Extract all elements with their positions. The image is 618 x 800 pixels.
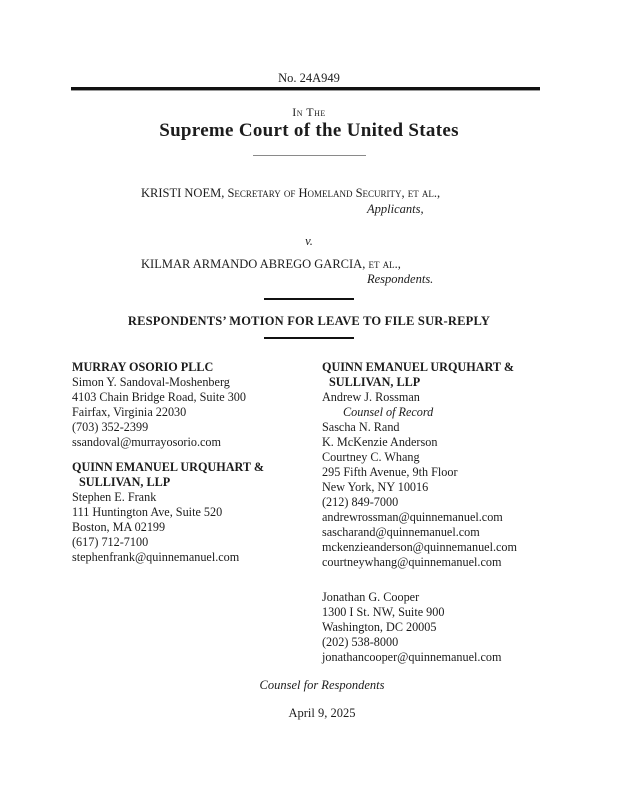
counsel-right-column bbox=[322, 360, 572, 665]
counsel-line: New York, NY 10016 bbox=[322, 480, 429, 494]
counsel-line: Boston, MA 02199 bbox=[72, 520, 166, 534]
title-rule-top bbox=[264, 298, 354, 300]
counsel-line: K. McKenzie Anderson bbox=[322, 435, 438, 449]
docket-number: No. 24A949 bbox=[278, 71, 340, 85]
counsel-line: stephenfrank@quinnemanuel.com bbox=[72, 550, 240, 564]
counsel-line: 295 Fifth Avenue, 9th Floor bbox=[322, 465, 458, 479]
respondent-suffix: et al., bbox=[365, 257, 401, 271]
title-rule-bottom bbox=[264, 337, 354, 339]
applicant-name: KRISTI NOEM, bbox=[141, 186, 225, 200]
counsel-line: Courtney C. Whang bbox=[322, 450, 420, 464]
motion-title: RESPONDENTS’ MOTION FOR LEAVE TO FILE SUR-REPLY bbox=[127, 314, 491, 328]
counsel-line: ssandoval@murrayosorio.com bbox=[72, 435, 221, 449]
counsel-line: Stephen E. Frank bbox=[72, 490, 157, 504]
counsel-line: QUINN EMANUEL URQUHART & bbox=[72, 460, 264, 474]
counsel-line: jonathancooper@quinnemanuel.com bbox=[322, 650, 502, 664]
counsel-line: (212) 849-7000 bbox=[322, 495, 399, 509]
counsel-line: sascharand@quinnemanuel.com bbox=[322, 525, 480, 539]
counsel-left-column bbox=[72, 360, 317, 565]
counsel-line: Washington, DC 20005 bbox=[322, 620, 437, 634]
header-rule bbox=[71, 87, 540, 91]
counsel-line: andrewrossman@quinnemanuel.com bbox=[322, 510, 503, 524]
applicant-designation: Applicants, bbox=[367, 202, 424, 216]
counsel-line: Simon Y. Sandoval-Moshenberg bbox=[72, 375, 230, 389]
counsel-line: (703) 352-2399 bbox=[72, 420, 149, 434]
counsel-line: 111 Huntington Ave, Suite 520 bbox=[72, 505, 223, 519]
filing-date: April 9, 2025 bbox=[288, 706, 356, 720]
counsel-line: Jonathan G. Cooper bbox=[322, 590, 420, 604]
counsel-line: SULLIVAN, LLP bbox=[79, 475, 171, 489]
respondent-name: KILMAR ARMANDO ABREGO GARCIA, bbox=[141, 257, 366, 271]
counsel-line: (617) 712-7100 bbox=[72, 535, 149, 549]
applicant-suffix: Secretary of Homeland Security, et al., bbox=[224, 186, 441, 200]
counsel-line: Counsel of Record bbox=[343, 405, 434, 419]
respondent-designation: Respondents. bbox=[367, 272, 434, 286]
court-name: Supreme Court of the United States bbox=[159, 120, 459, 141]
counsel-line: (202) 538-8000 bbox=[322, 635, 399, 649]
counsel-line: SULLIVAN, LLP bbox=[329, 375, 421, 389]
counsel-line: Sascha N. Rand bbox=[322, 420, 400, 434]
respondent-party-line bbox=[141, 257, 401, 272]
counsel-line: 1300 I St. NW, Suite 900 bbox=[322, 605, 445, 619]
counsel-footer-role: Counsel for Respondents bbox=[259, 678, 385, 692]
counsel-line: QUINN EMANUEL URQUHART & bbox=[322, 360, 514, 374]
counsel-line: courtneywhang@quinnemanuel.com bbox=[322, 555, 502, 569]
in-the-label: In The bbox=[292, 105, 326, 119]
caption-divider bbox=[253, 155, 366, 156]
counsel-line: MURRAY OSORIO PLLC bbox=[72, 360, 214, 374]
counsel-line: 4103 Chain Bridge Road, Suite 300 bbox=[72, 390, 246, 404]
counsel-line: Andrew J. Rossman bbox=[322, 390, 420, 404]
versus-label: v. bbox=[305, 234, 313, 248]
applicant-party-line bbox=[141, 186, 440, 201]
counsel-line: mckenzieanderson@quinnemanuel.com bbox=[322, 540, 517, 554]
counsel-line: Fairfax, Virginia 22030 bbox=[72, 405, 187, 419]
